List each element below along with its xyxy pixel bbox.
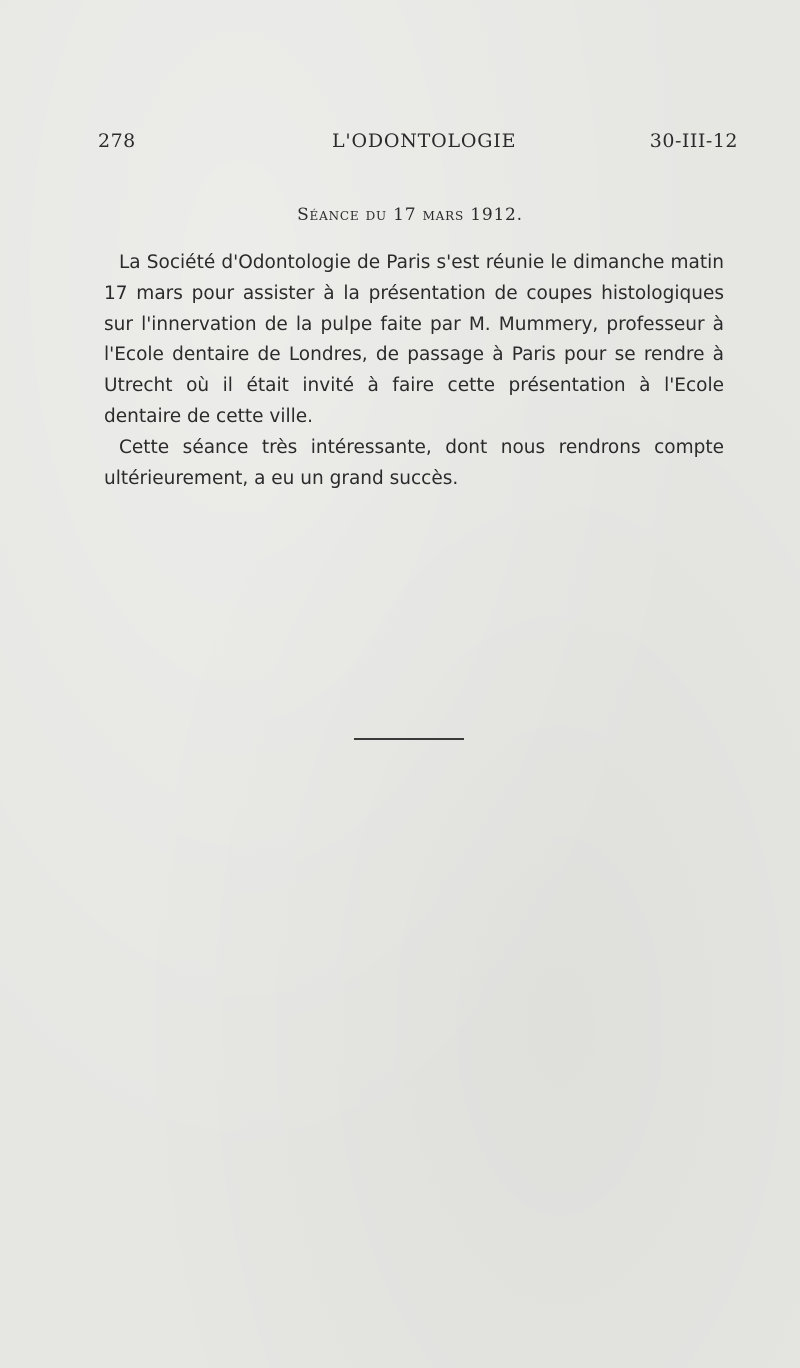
section-title: Séance du 17 mars 1912. (297, 205, 523, 225)
paragraph: La Société d'Odontologie de Paris s'est réunie le dimanche matin 17 mars pour assister à la présentation de coupes histologiques sur l'innervation de la pulpe faite par M. Mummery, professeur à l'Ecole dentaire de Londres, de passage à Paris pour se rendre à Utrecht où il était invité à faire cette présentation à l'Ecole dentaire de cette ville. (104, 252, 724, 427)
journal-title: L'ODONTOLOGIE (332, 130, 517, 152)
body-text (104, 248, 724, 494)
running-header (98, 130, 738, 160)
section-end-rule (354, 738, 464, 740)
issue-date: 30-III-12 (649, 130, 738, 152)
page-number: 278 (98, 130, 136, 152)
paragraph: Cette séance très intéressante, dont nous rendrons compte ultérieurement, a eu un grand succès. (104, 436, 724, 489)
